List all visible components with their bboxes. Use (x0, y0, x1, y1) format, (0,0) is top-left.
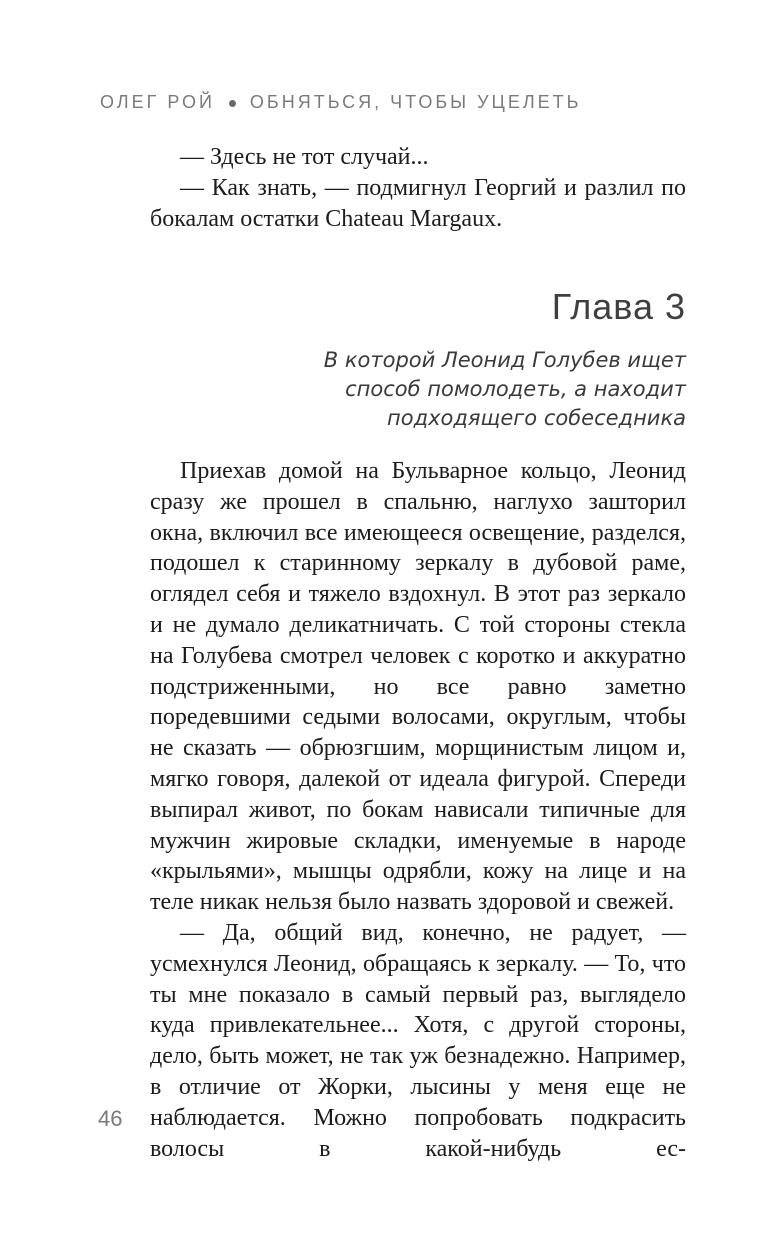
running-head (100, 92, 581, 113)
paragraph: — Как знать, — подмигнул Георгий и разлил по бокалам остатки Chateau Margaux. (150, 174, 686, 232)
chapter-subtitle (226, 346, 686, 433)
chapter-title: Глава 3 (551, 286, 686, 327)
paragraph: — Да, общий вид, конечно, не радует, — усмехнулся Леонид, обращаясь к зеркалу. — То, что ты мне показало в самый первый раз, выглядело куда привлекательнее... Хотя, с другой стороны, дело, быть может, не так уж безнадежно. Например, в отличие от Жорки, лысины у меня еще не наблюдается. Можно попробовать подкрасить волосы в какой-нибудь ес- (150, 919, 686, 1162)
paragraph: — Здесь не тот случай... (180, 144, 429, 170)
paragraph: Приехав домой на Бульварное кольцо, Леонид сразу же прошел в спальню, наглухо зашторил окна, включил все имеющееся освещение, разделся, подошел к старинному зеркалу в дубовой раме, оглядел себя и тяжело вздохнул. В этот раз зеркало и не думало деликатничать. С той стороны стекла на Голубева смотрел человек с коротко и аккуратно подстриженными, но все равно заметно поредевшими седыми волосами, округлым, чтобы не сказать — обрюзгшим, морщинистым лицом и, мягко говоря, далекой от идеала фигурой. Спереди выпирал живот, по бокам нависали типичные для мужчин жировые складки, именуемые в народе «крыльями», мышцы одрябли, кожу на лице и на теле никак нельзя было назвать здоровой и свежей. (150, 458, 686, 916)
running-head-author: ОЛЕГ РОЙ (100, 92, 215, 112)
chapter-subtitle-line: подходящего собеседника (387, 406, 686, 430)
top-text-block (150, 142, 686, 234)
bullet-separator-icon (229, 100, 236, 107)
main-text-block (150, 456, 686, 1164)
chapter-subtitle-line: В которой Леонид Голубев ищет (323, 348, 686, 372)
chapter-subtitle-line: способ помолодеть, а находит (345, 377, 686, 401)
page-number: 46 (98, 1106, 123, 1131)
running-head-book-title: ОБНЯТЬСЯ, ЧТОБЫ УЦЕЛЕТЬ (249, 92, 582, 112)
